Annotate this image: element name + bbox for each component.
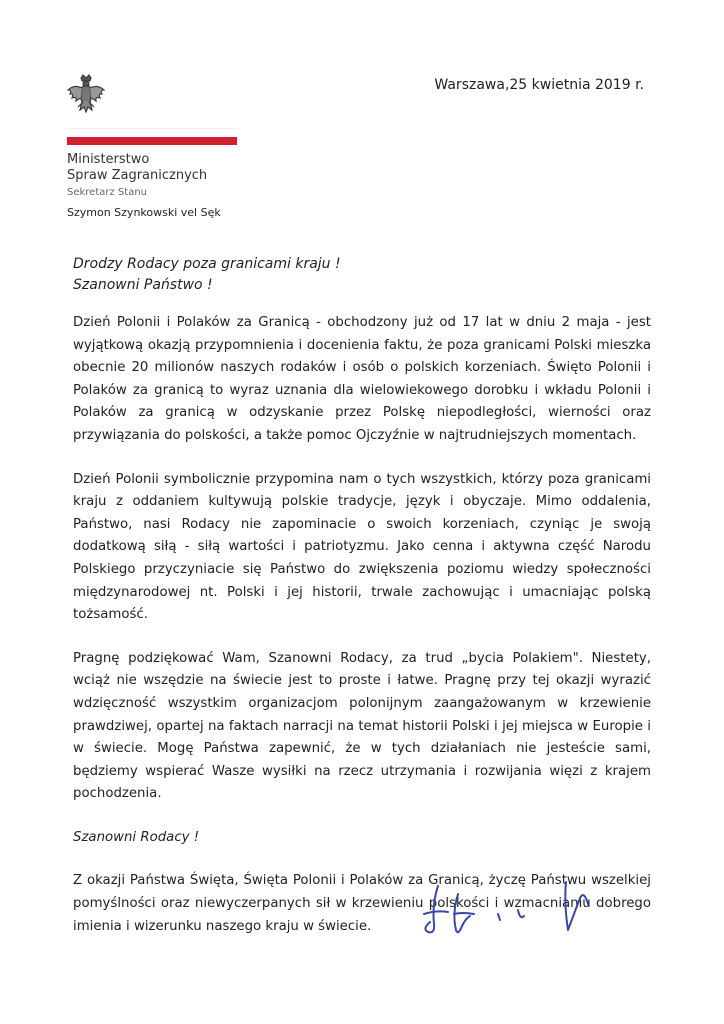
handwritten-signature — [418, 874, 618, 944]
ministry-name-line2: Spraw Zagranicznych — [67, 168, 208, 184]
paragraph-4: Z okazji Państwa Święta, Święta Polonii i Polaków za Granicą, życzę Państwu wszelkiej pomyślności oraz niewyczerpanych sił w krzewieniu polskości i wzmacnianiu dobrego imienia i wizerunku naszego kraju w świecie. — [73, 873, 651, 934]
polish-eagle-emblem-icon — [66, 74, 106, 120]
ministry-header — [67, 152, 221, 220]
flag-red-stripe — [67, 137, 237, 145]
ministry-name-line1: Ministerstwo — [67, 152, 150, 167]
letter-date: Warszawa,25 kwietnia 2019 r. — [434, 77, 644, 93]
ministry-role: Sekretarz Stanu — [67, 186, 147, 198]
polish-flag-bar — [67, 128, 237, 144]
paragraph-2: Dzień Polonii symbolicznie przypomina nam o tych wszystkich, którzy poza granicami kraju z oddaniem kultywują polskie tradycje, język i obyczaje. Mimo oddalenia, Państwo, nasi Rodacy nie zapominacie o swoich korzeniach, czyniąc je swoją dodatkową siłą - siłą wartości i patriotyzmu. Jako cenna i aktywna część Narodu Polskiego przyczyniacie się Państwo do zwiększenia poziomu wiedzy społeczności międzynarodowej nt. Polski i jej historii, trwale zachowując i umacniając polską tożsamość. — [73, 471, 651, 623]
paragraph-3: Pragnę podziękować Wam, Szanowni Rodacy, za trud „bycia Polakiem". Niestety, wciąż nie wszędzie na świecie jest to proste i łatwe. Pragnę przy tej okazji wyrazić wdzięczność wszystkim organizacjom polonijnym zaangażowanym w krzewienie prawdziwej, opartej na faktach narracji na temat historii Polski i jej miejsca w Europie i w świecie. Mogę Państwa zapewnić, że w tych działaniach nie jesteście sami, będziemy wspierać Wasze wysiłki na rzecz utrzymania i rozwijania więzi z krajem pochodzenia. — [73, 650, 651, 802]
closing-salutation: Szanowni Rodacy ! — [73, 829, 200, 845]
salutation-line-2: Szanowni Państwo ! — [73, 277, 213, 293]
paragraph-1: Dzień Polonii i Polaków za Granicą - obchodzony już od 17 lat w dniu 2 maja - jest wyjątkową okazją przypomnienia i docenienia faktu, że poza granicami Polski mieszka obecnie 20 milionów naszych rodaków i osób o polskich korzeniach. Święto Polonii i Polaków za granicą to wyraz uznania dla wielowiekowego dorobku i wkładu Polonii i Polaków za granicą w odzyskanie przez Polskę niepodległości, wierności oraz przywiązania do polskości, a także pomoc Ojczyźnie w najtrudniejszych momentach. — [73, 315, 651, 443]
sender-name: Szymon Szynkowski vel Sęk — [67, 206, 221, 219]
letter-body — [73, 312, 651, 959]
salutation — [73, 254, 341, 296]
salutation-line-1: Drodzy Rodacy poza granicami kraju ! — [73, 256, 341, 272]
